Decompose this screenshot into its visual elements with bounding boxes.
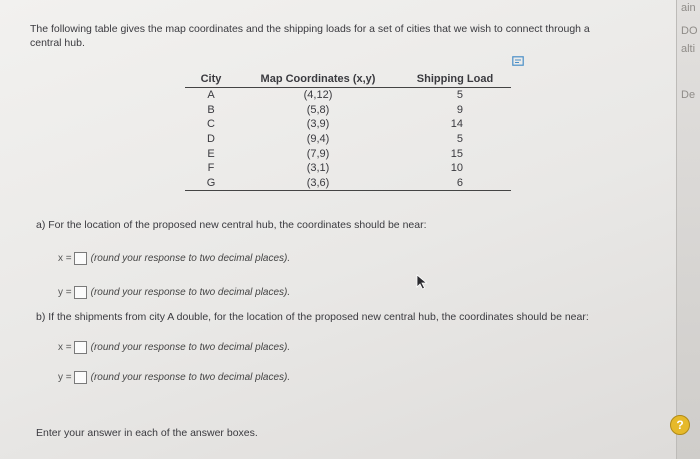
table-header-row [185,71,511,88]
pointer-cursor-icon [416,274,428,290]
part-a-y-answer [58,286,290,299]
cell-city: C [207,118,215,131]
instructions-footer: Enter your answer in each of the answer boxes. [36,427,258,439]
part-b-question: b) If the shipments from city A double, for the location of the proposed new central hub, the coordinates should be near: [36,311,589,323]
table-row [185,117,511,132]
cell-coords: (3,1) [306,162,330,175]
part-b-x-hint: (round your response to two decimal places). [90,342,291,353]
cell-city: G [185,176,237,191]
cell-load: 10 [450,162,463,175]
part-a-x-hint: (round your response to two decimal places). [90,253,291,264]
side-text-1: ain [681,2,696,14]
side-text-4: De [681,89,696,101]
cell-coords: (4,12) [303,89,333,102]
clipboard-icon[interactable] [512,56,524,66]
part-b-y-input[interactable] [74,371,87,384]
cell-load: 5 [456,89,463,102]
part-b-x-answer [58,341,290,354]
city-data-table [185,71,511,191]
header-coordinates: Map Coordinates (x,y) [237,71,399,88]
intro-line-1: The following table gives the map coordinates and the shipping loads for a set of cities that we wish to connect through a [30,23,590,35]
cell-city: E [207,147,215,160]
cell-city: F [207,162,215,175]
help-icon[interactable]: ? [670,415,690,435]
cell-load: 6 [399,176,511,191]
cell-coords: (3,9) [306,118,330,131]
part-a-y-label: y = [58,287,72,298]
part-b-y-hint: (round your response to two decimal places). [90,372,291,383]
cell-load: 9 [456,103,463,116]
table-row [185,132,511,147]
side-text-2: DO [681,25,698,37]
part-a-y-hint: (round your response to two decimal places). [90,287,291,298]
header-shipping-load: Shipping Load [399,71,511,88]
part-b-y-label: y = [58,372,72,383]
cell-city: A [207,89,215,102]
part-a-x-label: x = [58,253,72,264]
intro-line-2: central hub. [30,37,85,49]
table-row [185,176,511,191]
table-row [185,146,511,161]
cell-city: B [207,103,215,116]
cell-coords: (7,9) [306,147,330,160]
table-row [185,88,511,103]
cell-coords: (9,4) [306,133,330,146]
question-intro [30,22,670,50]
cell-load: 15 [450,147,463,160]
part-b-x-input[interactable] [74,341,87,354]
part-a-x-input[interactable] [74,252,87,265]
part-b-x-label: x = [58,342,72,353]
cell-load: 14 [450,118,463,131]
part-a-y-input[interactable] [74,286,87,299]
part-b-y-answer [58,371,290,384]
table-row [185,103,511,118]
cell-city: D [207,133,215,146]
header-city: City [185,71,237,88]
part-a-question: a) For the location of the proposed new central hub, the coordinates should be near: [36,219,427,231]
cell-load: 5 [456,133,463,146]
side-text-3: alti [681,43,696,55]
cell-coords: (5,8) [306,103,330,116]
cell-coords: (3,6) [237,176,399,191]
table-row [185,161,511,176]
part-a-x-answer [58,252,290,265]
side-panel-strip [676,0,700,459]
